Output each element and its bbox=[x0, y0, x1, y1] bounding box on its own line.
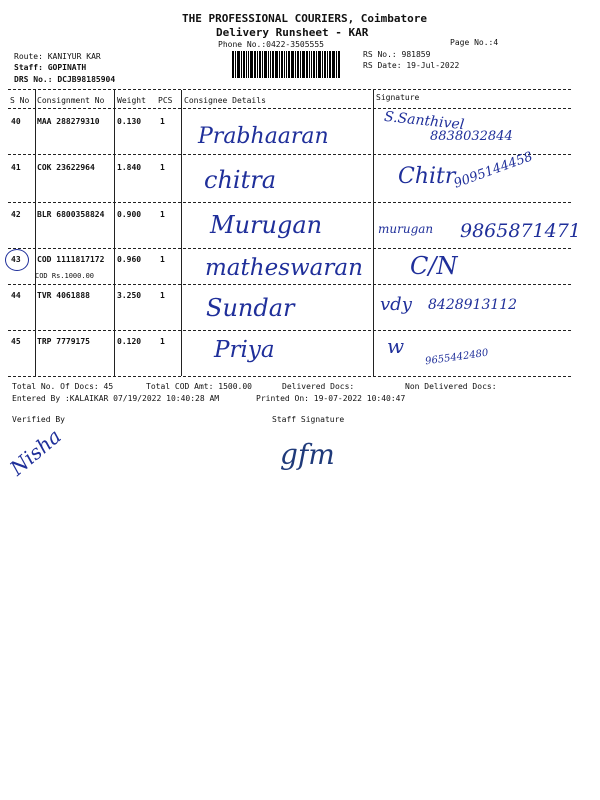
row-consignment: MAA 288279310 bbox=[37, 117, 100, 126]
row-sno: 45 bbox=[11, 337, 21, 346]
row-weight: 0.130 bbox=[117, 117, 142, 126]
header-pcs: PCS bbox=[158, 96, 173, 105]
staff-label: Staff: GOPINATH bbox=[14, 63, 87, 72]
row-consignment: TRP 7779175 bbox=[37, 337, 90, 346]
row-consignment: TVR 4061888 bbox=[37, 291, 90, 300]
table-bottom-rule bbox=[8, 376, 571, 377]
header-signature: Signature bbox=[376, 93, 420, 102]
phone-handwriting: 9655442480 bbox=[424, 347, 490, 368]
consignee-handwriting: matheswaran bbox=[205, 255, 363, 281]
row-weight: 1.840 bbox=[117, 163, 142, 172]
signature-handwriting: S.Santhivel bbox=[383, 108, 465, 134]
row-consignment: COD 1111817172 bbox=[37, 255, 105, 264]
row-sno: 44 bbox=[11, 291, 21, 300]
rs-date: RS Date: 19-Jul-2022 bbox=[363, 61, 460, 70]
phone-number: Phone No.:0422-3505555 bbox=[218, 40, 324, 49]
staff-signature-mark: gfm bbox=[280, 438, 335, 471]
signature-handwriting: vdy bbox=[380, 294, 412, 315]
row-divider bbox=[8, 284, 571, 285]
consignee-handwriting: chitra bbox=[204, 166, 276, 194]
document-title: Delivery Runsheet - KAR bbox=[216, 26, 369, 39]
consignee-handwriting: Prabhaaran bbox=[198, 124, 329, 149]
non-delivered-docs: Non Delivered Docs: bbox=[405, 382, 497, 391]
row-weight: 0.120 bbox=[117, 337, 142, 346]
barcode bbox=[232, 51, 350, 78]
table-top-rule bbox=[8, 89, 571, 90]
row-divider bbox=[8, 154, 571, 155]
company-name: THE PROFESSIONAL COURIERS, Coimbatore bbox=[182, 12, 428, 25]
total-docs: Total No. Of Docs: 45 bbox=[12, 382, 114, 391]
column-divider bbox=[114, 90, 115, 376]
column-divider bbox=[373, 90, 374, 376]
row-sno: 40 bbox=[11, 117, 21, 126]
column-divider bbox=[35, 90, 36, 376]
header-sno: S No bbox=[10, 96, 30, 105]
row-pcs: 1 bbox=[160, 210, 165, 219]
cod-amount: COD Rs.1000.00 bbox=[35, 272, 95, 280]
row-weight: 0.960 bbox=[117, 255, 142, 264]
row-consignment: COK 23622964 bbox=[37, 163, 95, 172]
header-consignment: Consignment No bbox=[37, 96, 105, 105]
printed-on: Printed On: 19-07-2022 10:40:47 bbox=[256, 394, 406, 403]
row-pcs: 1 bbox=[160, 117, 165, 126]
page-number: Page No.:4 bbox=[450, 38, 499, 47]
verifier-signature: Nisha bbox=[5, 423, 66, 481]
phone-handwriting: 9095144458 bbox=[451, 149, 535, 192]
drs-number: DRS No.: DCJB98185904 bbox=[14, 75, 116, 84]
row-sno: 42 bbox=[11, 210, 21, 219]
row-weight: 0.900 bbox=[117, 210, 142, 219]
phone-handwriting: 8428913112 bbox=[428, 297, 518, 313]
row-divider bbox=[8, 248, 571, 249]
table-header-rule bbox=[8, 108, 571, 109]
consignee-handwriting: Murugan bbox=[210, 211, 323, 239]
staff-signature-label: Staff Signature bbox=[272, 415, 345, 424]
route-label: Route: KANIYUR KAR bbox=[14, 52, 101, 61]
signature-handwriting: murugan bbox=[378, 222, 434, 236]
row-divider bbox=[8, 330, 571, 331]
row-consignment: BLR 6800358824 bbox=[37, 210, 105, 219]
header-weight: Weight bbox=[117, 96, 146, 105]
signature-handwriting: w bbox=[387, 334, 405, 358]
row-pcs: 1 bbox=[160, 255, 165, 264]
row-divider bbox=[8, 202, 571, 203]
consignee-handwriting: Priya bbox=[214, 337, 275, 363]
column-divider bbox=[181, 90, 182, 376]
signature-handwriting: Chitr bbox=[398, 164, 456, 189]
entered-by: Entered By :KALAIKAR 07/19/2022 10:40:28 AM bbox=[12, 394, 220, 403]
consignee-handwriting: Sundar bbox=[206, 294, 295, 322]
row-pcs: 1 bbox=[160, 163, 165, 172]
row-sno: 43 bbox=[11, 255, 21, 264]
row-pcs: 1 bbox=[160, 337, 165, 346]
row-sno: 41 bbox=[11, 163, 21, 172]
signature-handwriting: C/N bbox=[410, 252, 458, 280]
header-consignee: Consignee Details bbox=[184, 96, 266, 105]
total-cod-amount: Total COD Amt: 1500.00 bbox=[146, 382, 252, 391]
row-pcs: 1 bbox=[160, 291, 165, 300]
row-weight: 3.250 bbox=[117, 291, 142, 300]
delivered-docs: Delivered Docs: bbox=[282, 382, 355, 391]
verified-by-label: Verified By bbox=[12, 415, 65, 424]
phone-handwriting: 8838032844 bbox=[430, 129, 513, 144]
phone-handwriting: 9865871471 bbox=[460, 220, 581, 242]
rs-number: RS No.: 981859 bbox=[363, 50, 431, 59]
